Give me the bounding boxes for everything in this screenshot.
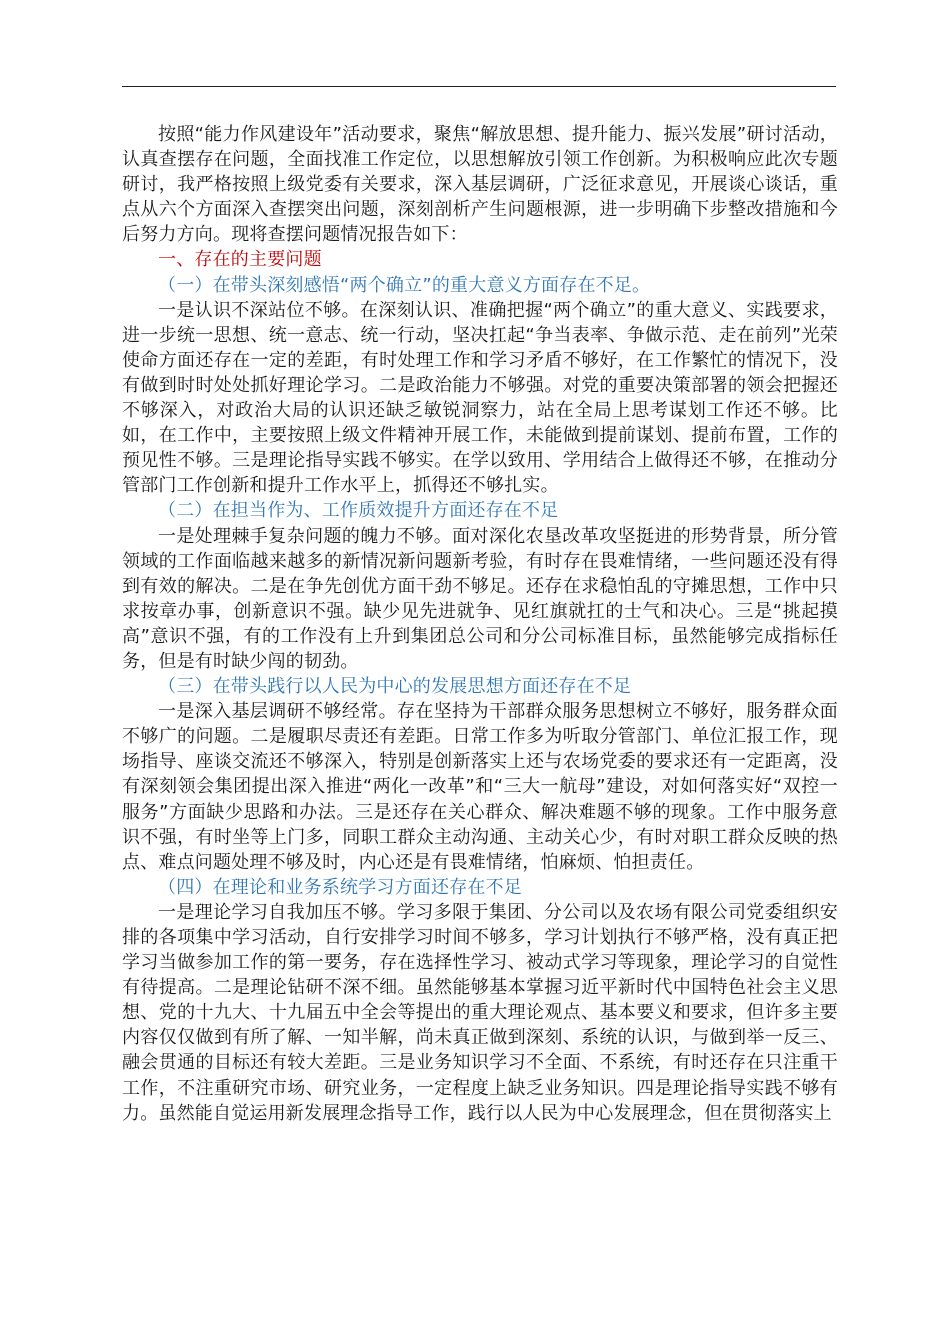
subheading-2: （二）在担当作为、工作质效提升方面还存在不足 xyxy=(158,500,559,522)
section-heading-main-problems: 一、存在的主要问题 xyxy=(158,249,322,271)
header-rule xyxy=(122,86,836,87)
paragraph-1: 一是认识不深站位不够。在深刻认识、准确把握“两个确立”的重大意义、实践要求，进一步统一思想、统一意志、统一行动，坚决扛起“争当表率、争做示范、走在前列”光荣使命方面还存在一定的差距，有时处理工作和学习矛盾不够好，在工作繁忙的情况下，没有做到时时处处抓好理论学习。二是政治能力不够强。对党的重要决策部署的领会把握还不够深入，对政治大局的认识还缺乏敏锐洞察力，站在全局上思考谋划工作还不够。比如，在工作中，主要按照上级文件精神开展工作，未能做到提前谋划、提前布置，工作的预见性不够。三是理论指导实践不够实。在学以致用、学用结合上做得还不够，在推动分管部门工作创新和提升工作水平上，抓得还不够扎实。 xyxy=(122,299,838,497)
paragraph-3: 一是深入基层调研不够经常。存在坚持为干部群众服务思想树立不够好，服务群众面不够广的问题。二是履职尽责还有差距。日常工作多为听取分管部门、单位汇报工作，现场指导、座谈交流还不够深入，特别是创新落实上还与农场党委的要求还有一定距离，没有深刻领会集团提出深入推进“两化一改革”和“三大一航母”建设，对如何落实好“双控一服务”方面缺少思路和办法。三是还存在关心群众、解决难题不够的现象。工作中服务意识不强，有时坐等上门多，同职工群众主动沟通、主动关心少，有时对职工群众反映的热点、难点问题处理不够及时，内心还是有畏难情绪，怕麻烦、怕担责任。 xyxy=(122,701,838,873)
paragraph-2: 一是处理棘手复杂问题的魄力不够。面对深化农垦改革攻坚挺进的形势背景，所分管领域的工作面临越来越多的新情况新问题新考验，有时存在畏难情绪，一些问题还没有得到有效的解决。二是在争先创优方面干劲不够足。还存在求稳怕乱的守摊思想，工作中只求按章办事，创新意识不强。缺少见先进就争、见红旗就扛的士气和决心。三是“挑起摸高”意识不强，有的工作没有上升到集团总公司和分公司标准目标，虽然能够完成指标任务，但是有时缺少闯的韧劲。 xyxy=(122,525,838,672)
subheading-4: （四）在理论和业务系统学习方面还存在不足 xyxy=(158,876,522,898)
intro-paragraph: 按照“能力作风建设年”活动要求，聚焦“解放思想、提升能力、振兴发展”研讨活动，认真查摆存在问题，全面找准工作定位，以思想解放引领工作创新。为积极响应此次专题研讨，我严格按照上级党委有关要求，深入基层调研，广泛征求意见，开展谈心谈话，重点从六个方面深入查摆突出问题，深刻剖析产生问题根源，进一步明确下步整改措施和今后努力方向。现将查摆问题情况报告如下： xyxy=(122,124,838,246)
subheading-1: （一）在带头深刻感悟“两个确立”的重大意义方面存在不足。 xyxy=(158,274,651,296)
document-body xyxy=(122,122,838,1126)
paragraph-4: 一是理论学习自我加压不够。学习多限于集团、分公司以及农场有限公司党委组织安排的各项集中学习活动，自行安排学习时间不够多，学习计划执行不够严格，没有真正把学习当做参加工作的第一要务，存在选择性学习、被动式学习等现象，理论学习的自觉性有待提高。二是理论钻研不深不细。虽然能够基本掌握习近平新时代中国特色社会主义思想、党的十九大、十九届五中全会等提出的重大理论观点、基本要义和要求，但许多主要内容仅仅做到有所了解、一知半解，尚未真正做到深刻、系统的认识，与做到举一反三、融会贯通的目标还有较大差距。三是业务知识学习不全面、不系统，有时还存在只注重干工作，不注重研究市场、研究业务，一定程度上缺乏业务知识。四是理论指导实践不够有力。虽然能自觉运用新发展理念指导工作，践行以人民为中心发展理念，但在贯彻落实上 xyxy=(122,901,838,1124)
subheading-3: （三）在带头践行以人民为中心的发展思想方面还存在不足 xyxy=(158,676,632,698)
